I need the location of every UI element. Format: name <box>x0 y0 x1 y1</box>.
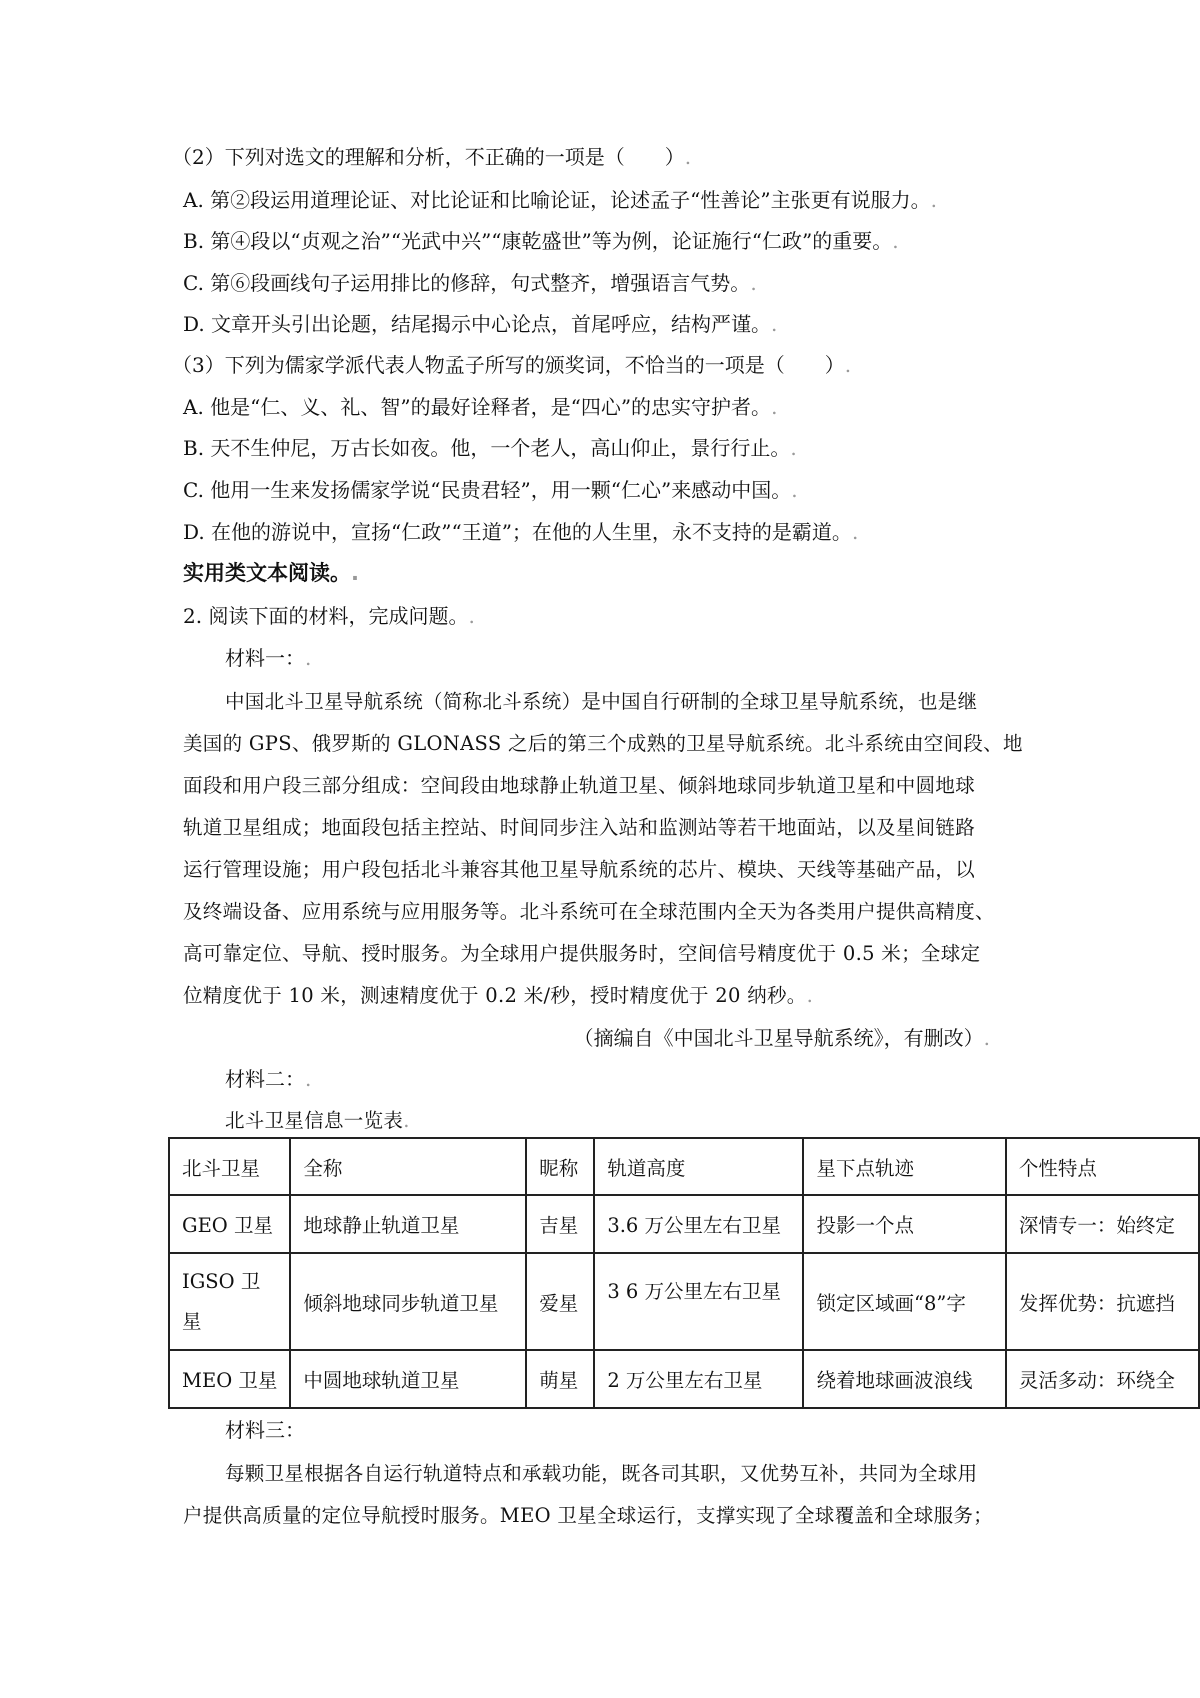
header-cell: 北斗卫星 <box>169 1138 290 1195</box>
q2-option-b: B. 第④段以“贞观之治”“光武中兴”“康乾盛世”等为例，论证施行“仁政”的重要。. <box>183 229 899 253</box>
header-cell: 星下点轨迹 <box>803 1138 1005 1195</box>
satellite-table <box>168 1137 1200 1409</box>
table-header-row <box>169 1138 1199 1195</box>
section-heading: 实用类文本阅读。. <box>183 561 359 585</box>
table-cell: 深情专一：始终定 <box>1006 1195 1199 1253</box>
q2-option-d: D. 文章开头引出论题，结尾揭示中心论点，首尾呼应，结构严谨。. <box>183 312 778 336</box>
table-cell: 吉星 <box>526 1195 594 1253</box>
material1-line: 及终端设备、应用系统与应用服务等。北斗系统可在全球范围内全天为各类用户提供高精度、 <box>183 900 995 923</box>
table-cell: 发挥优势：抗遮挡 <box>1006 1253 1199 1350</box>
q3-option-b: B. 天不生仲尼，万古长如夜。他，一个老人，高山仰止，景行行止。. <box>183 436 797 460</box>
q3-option-a: A. 他是“仁、义、礼、智”的最好诠释者，是“四心”的忠实守护者。. <box>183 395 778 419</box>
table-cell: 锁定区域画“8”字 <box>803 1253 1005 1350</box>
table-cell: 萌星 <box>526 1350 594 1408</box>
question-intro: 2. 阅读下面的材料，完成问题。. <box>183 604 475 628</box>
table-cell: 3.6 万公里左右卫星 <box>594 1195 803 1253</box>
material1-line: 位精度优于 10 米，测速精度优于 0.2 米/秒，授时精度优于 20 纳秒。. <box>183 984 814 1007</box>
material1-line: 高可靠定位、导航、授时服务。为全球用户提供服务时，空间信号精度优于 0.5 米；全球定 <box>183 942 981 965</box>
table-cell: 倾斜地球同步轨道卫星 <box>290 1253 526 1350</box>
table-row <box>169 1195 1199 1253</box>
table-row <box>169 1253 1199 1350</box>
table-cell: 绕着地球画波浪线 <box>803 1350 1005 1408</box>
material1-line: 美国的 GPS、俄罗斯的 GLONASS 之后的第三个成熟的卫星导航系统。北斗系统由空间段、地 <box>183 732 1023 755</box>
q3-option-c: C. 他用一生来发扬儒家学说“民贵君轻”，用一颗“仁心”来感动中国。. <box>183 478 798 502</box>
table-cell: 爱星 <box>526 1253 594 1350</box>
header-cell: 个性特点 <box>1006 1138 1199 1195</box>
q3-stem: （3）下列为儒家学派代表人物孟子所写的颁奖词，不恰当的一项是（ ）. <box>172 353 852 377</box>
header-cell: 轨道高度 <box>594 1138 803 1195</box>
material3-line: 每颗卫星根据各自运行轨道特点和承载功能，既各司其职，又优势互补，共同为全球用 <box>225 1462 978 1485</box>
q2-option-c: C. 第⑥段画线句子运用排比的修辞，句式整齐，增强语言气势。. <box>183 271 757 295</box>
material1-line: 轨道卫星组成；地面段包括主控站、时间同步注入站和监测站等若干地面站，以及星间链路 <box>183 816 976 839</box>
table-cell: 中圆地球轨道卫星 <box>290 1350 526 1408</box>
q2-option-a: A. 第②段运用道理论证、对比论证和比喻论证，论述孟子“性善论”主张更有说服力。. <box>183 188 937 212</box>
table-cell: 灵活多动：环绕全 <box>1006 1350 1199 1408</box>
table-title: 北斗卫星信息一览表. <box>225 1109 410 1132</box>
material1-line: 运行管理设施；用户段包括北斗兼容其他卫星导航系统的芯片、模块、天线等基础产品，以 <box>183 858 976 881</box>
table-cell: 地球静止轨道卫星 <box>290 1195 526 1253</box>
material1-line: 中国北斗卫星导航系统（简称北斗系统）是中国自行研制的全球卫星导航系统，也是继 <box>225 690 978 713</box>
material3-line: 户提供高质量的定位导航授时服务。MEO 卫星全球运行，支撑实现了全球覆盖和全球服务； <box>183 1504 993 1527</box>
table-cell: 2 万公里左右卫星 <box>594 1350 803 1408</box>
table-row <box>169 1350 1199 1408</box>
table-cell: IGSO 卫星 <box>169 1253 290 1350</box>
table-cell: 投影一个点 <box>803 1195 1005 1253</box>
table-cell: 3 6 万公里左右卫星 <box>594 1253 803 1350</box>
material1-line: 面段和用户段三部分组成：空间段由地球静止轨道卫星、倾斜地球同步轨道卫星和中圆地球 <box>183 774 976 797</box>
header-cell: 昵称 <box>526 1138 594 1195</box>
material1-label: 材料一：. <box>225 646 312 670</box>
q2-stem: （2）下列对选文的理解和分析，不正确的一项是（ ）. <box>172 145 692 169</box>
header-cell: 全称 <box>290 1138 526 1195</box>
material2-label: 材料二：. <box>225 1067 312 1091</box>
q3-option-d: D. 在他的游说中，宣扬“仁政”“王道”；在他的人生里，永不支持的是霸道。. <box>183 520 859 544</box>
material3-label: 材料三： <box>225 1418 305 1442</box>
table-cell: MEO 卫星 <box>169 1350 290 1408</box>
material1-source: （摘编自《中国北斗卫星导航系统》，有删改）. <box>573 1026 990 1050</box>
table-cell: GEO 卫星 <box>169 1195 290 1253</box>
